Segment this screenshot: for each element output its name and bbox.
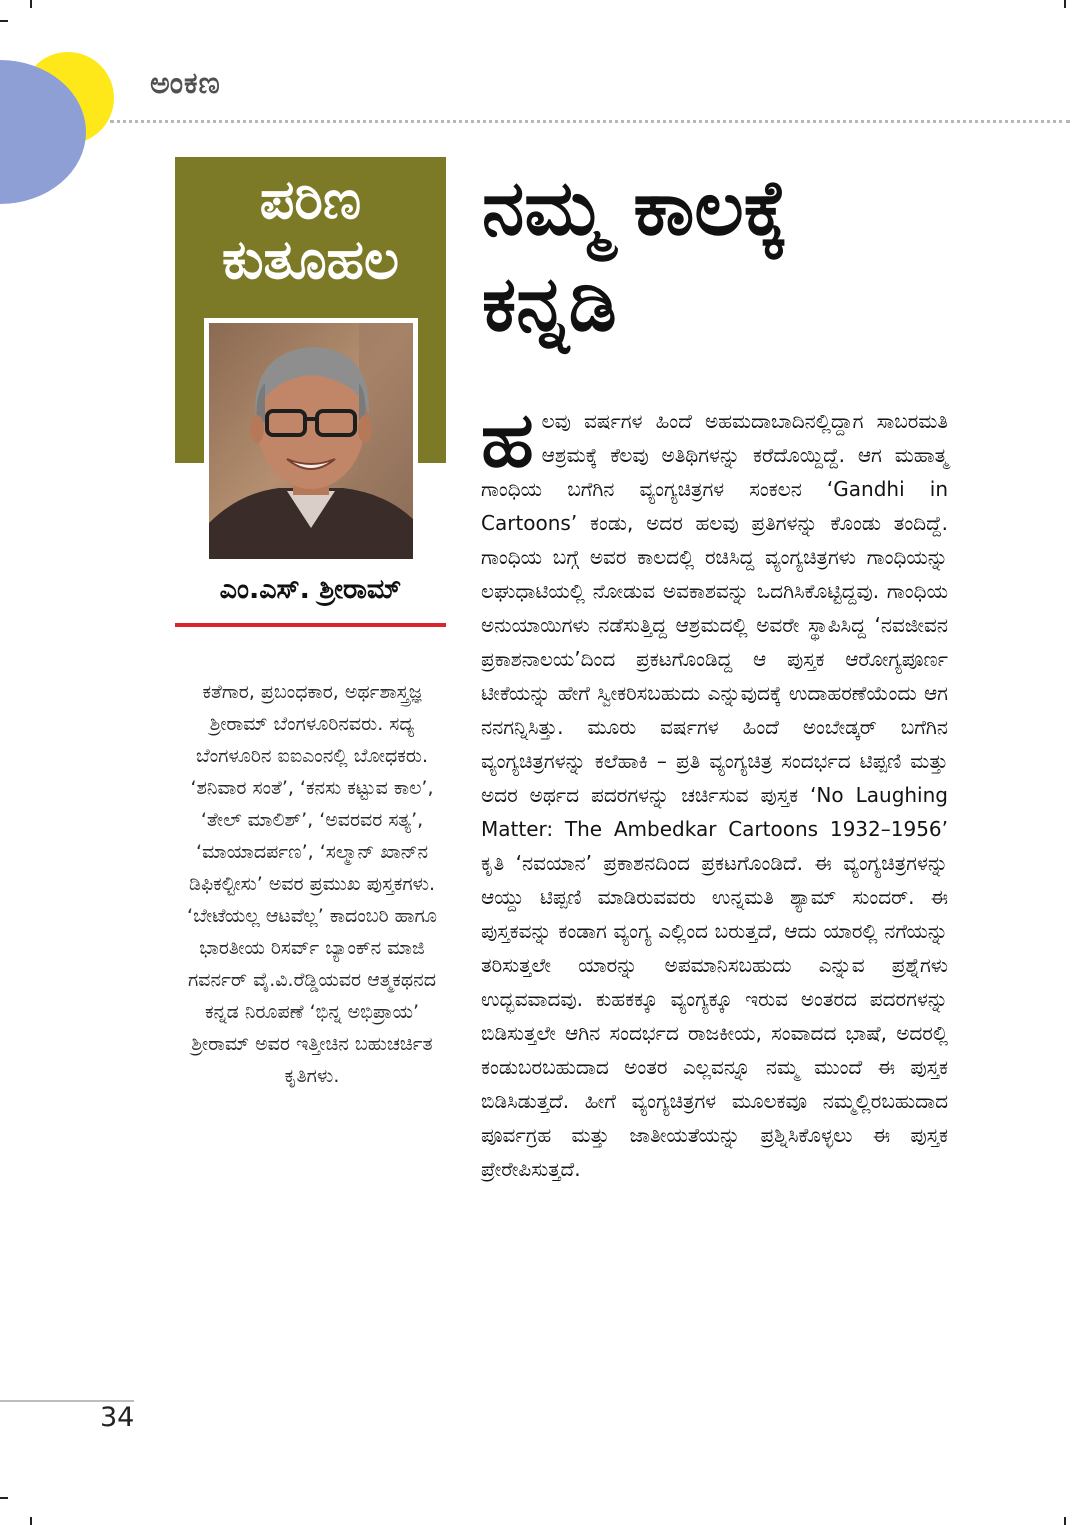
crop-mark	[30, 1517, 32, 1525]
page-number: 34	[100, 1402, 135, 1433]
header-dotted-divider	[110, 120, 1070, 123]
author-divider	[175, 623, 446, 627]
article-headline	[482, 160, 1062, 352]
headline-line-1: ನಮ್ಮ ಕಾಲಕ್ಕೆ	[482, 163, 789, 252]
crop-mark	[30, 0, 32, 8]
drop-cap: ಹ	[481, 395, 534, 484]
column-name	[175, 170, 446, 290]
crop-mark	[1064, 1517, 1066, 1525]
author-photo	[209, 323, 413, 559]
author-name: ಎಂ.ಎಸ್. ಶ್ರೀರಾಮ್	[219, 574, 402, 605]
article-text: ಲವು ವರ್ಷಗಳ ಹಿಂದೆ ಅಹಮದಾಬಾದಿನಲ್ಲಿದ್ದಾಗ ಸಾಬರಮತಿ ಆಶ್ರಮಕ್ಕೆ ಕೆಲವು ಅತಿಥಿಗಳನ್ನು ಕರೆದೊಯ್ದಿದ್ದೆ. ಆಗ ಮಹಾತ್ಮ ಗಾಂಧಿಯ ಬಗೆಗಿನ ವ್ಯಂಗ್ಯಚಿತ್ರಗಳ ಸಂಕಲನ ‘Gandhi in Cartoons’ ಕಂಡು, ಅದರ ಹಲವು ಪ್ರತಿಗಳನ್ನು ಕೊಂಡು ತಂದಿದ್ದೆ. ಗಾಂಧಿಯ ಬಗ್ಗೆ ಅವರ ಕಾಲದಲ್ಲಿ ರಚಿಸಿದ್ದ ವ್ಯಂಗ್ಯಚಿತ್ರಗಳು ಗಾಂಧಿಯನ್ನು ಲಘುಧಾಟಿಯಲ್ಲಿ ನೋಡುವ ಅವಕಾಶವನ್ನು ಒದಗಿಸಿಕೊಟ್ಟಿದ್ದವು. ಗಾಂಧಿಯ ಅನುಯಾಯಿಗಳು ನಡೆಸುತ್ತಿದ್ದ ಆಶ್ರಮದಲ್ಲಿ ಅವರೇ ಸ್ಥಾಪಿಸಿದ್ದ ‘ನವಜೀವನ ಪ್ರಕಾಶನಾಲಯ’ದಿಂದ ಪ್ರಕಟಗೊಂಡಿದ್ದ ಆ ಪುಸ್ತಕ ಆರೋಗ್ಯಪೂರ್ಣ ಟೀಕೆಯನ್ನು ಹೇಗೆ ಸ್ವೀಕರಿಸಬಹುದು ಎನ್ನುವುದಕ್ಕೆ ಉದಾಹರಣೆಯೆಂದು ಆಗ ನನಗನ್ನಿಸಿತ್ತು. ಮೂರು ವರ್ಷಗಳ ಹಿಂದೆ ಅಂಬೇಡ್ಕರ್ ಬಗೆಗಿನ ವ್ಯಂಗ್ಯಚಿತ್ರಗಳನ್ನು ಕಲೆಹಾಕಿ – ಪ್ರತಿ ವ್ಯಂಗ್ಯಚಿತ್ರ ಸಂದರ್ಭದ ಟಿಪ್ಪಣಿ ಮತ್ತು ಅದರ ಅರ್ಥದ ಪದರಗಳನ್ನು ಚರ್ಚಿಸುವ ಪುಸ್ತಕ ‘No Laughing Matter: The Ambedkar Cartoons 1932–1956’ ಕೃತಿ ‘ನವಯಾನ’ ಪ್ರಕಾಶನದಿಂದ ಪ್ರಕಟಗೊಂಡಿದೆ. ಈ ವ್ಯಂಗ್ಯಚಿತ್ರಗಳನ್ನು ಆಯ್ದು ಟಿಪ್ಪಣಿ ಮಾಡಿರುವವರು ಉನ್ನಮತಿ ಶ್ಯಾಮ್ ಸುಂದರ್. ಈ ಪುಸ್ತಕವನ್ನು ಕಂಡಾಗ ವ್ಯಂಗ್ಯ ಎಲ್ಲಿಂದ ಬರುತ್ತದೆ, ಆದು ಯಾರಲ್ಲಿ ನಗೆಯನ್ನು ತರಿಸುತ್ತಲೇ ಯಾರನ್ನು ಅಪಮಾನಿಸಬಹುದು ಎನ್ನುವ ಪ್ರಶ್ನೆಗಳು ಉದ್ಭವವಾದವು. ಕುಹಕಕ್ಕೂ ವ್ಯಂಗ್ಯಕ್ಕೂ ಇರುವ ಅಂತರದ ಪದರಗಳನ್ನು ಬಿಡಿಸುತ್ತಲೇ ಆಗಿನ ಸಂದರ್ಭದ ರಾಜಕೀಯ, ಸಂವಾದದ ಭಾಷೆ, ಅದರಲ್ಲಿ ಕಂಡುಬರಬಹುದಾದ ಅಂತರ ಎಲ್ಲವನ್ನೂ ನಮ್ಮ ಮುಂದೆ ಈ ಪುಸ್ತಕ ಬಿಡಿಸಿಡುತ್ತದೆ. ಹೀಗೆ ವ್ಯಂಗ್ಯಚಿತ್ರಗಳ ಮೂಲಕವೂ ನಮ್ಮಲ್ಲಿರಬಹುದಾದ ಪೂರ್ವಗ್ರಹ ಮತ್ತು ಜಾತೀಯತೆಯನ್ನು ಪ್ರಶ್ನಿಸಿಕೊಳ್ಳಲು ಈ ಪುಸ್ತಕ ಪ್ರೇರೇಪಿಸುತ್ತದೆ.	[481, 409, 948, 1181]
section-label: ಅಂಕಣ	[150, 66, 221, 101]
crop-mark	[0, 20, 8, 22]
author-bio: ಕತೆಗಾರ, ಪ್ರಬಂಧಕಾರ, ಅರ್ಥಶಾಸ್ತ್ರಜ್ಞ ಶ್ರೀರಾಮ್ ಬೆಂಗಳೂರಿನವರು. ಸದ್ಯ ಬೆಂಗಳೂರಿನ ಐಐಎಂನಲ್ಲಿ ಬೋಧಕರು. ‘ಶನಿವಾರ ಸಂತೆ’, ‘ಕನಸು ಕಟ್ಟುವ ಕಾಲ’, ‘ತೇಲ್ ಮಾಲಿಶ್’, ‘ಅವರವರ ಸತ್ಯ’, ‘ಮಾಯಾದರ್ಪಣ’, ‘ಸಲ್ಮಾನ್ ಖಾನ್‌ನ ಡಿಫಿಕಲ್ಟೀಸು’ ಅವರ ಪ್ರಮುಖ ಪುಸ್ತಕಗಳು. ‘ಬೇಟೆಯಲ್ಲ ಆಟವೆಲ್ಲ’ ಕಾದಂಬರಿ ಹಾಗೂ ಭಾರತೀಯ ರಿಸರ್ವ್ ಬ್ಯಾಂಕ್‌ನ ಮಾಜಿ ಗವರ್ನರ್ ವೈ.ವಿ.ರೆಡ್ಡಿಯವರ ಆತ್ಮಕಥನದ ಕನ್ನಡ ನಿರೂಪಣೆ ‘ಭಿನ್ನ ಅಭಿಪ್ರಾಯ’ ಶ್ರೀರಾಮ್ ಅವರ ಇತ್ತೀಚಿನ ಬಹುಚರ್ಚಿತ ಕೃತಿಗಳು.	[187, 681, 437, 1087]
column-name-line-2: ಕುತೂಹಲ	[222, 228, 399, 291]
column-name-line-1: ಪರಿಣ	[259, 168, 362, 231]
crop-mark	[0, 1497, 8, 1499]
article-body	[481, 395, 948, 1186]
headline-line-2: ಕನ್ನಡಿ	[482, 259, 617, 348]
crop-mark	[1064, 0, 1066, 8]
